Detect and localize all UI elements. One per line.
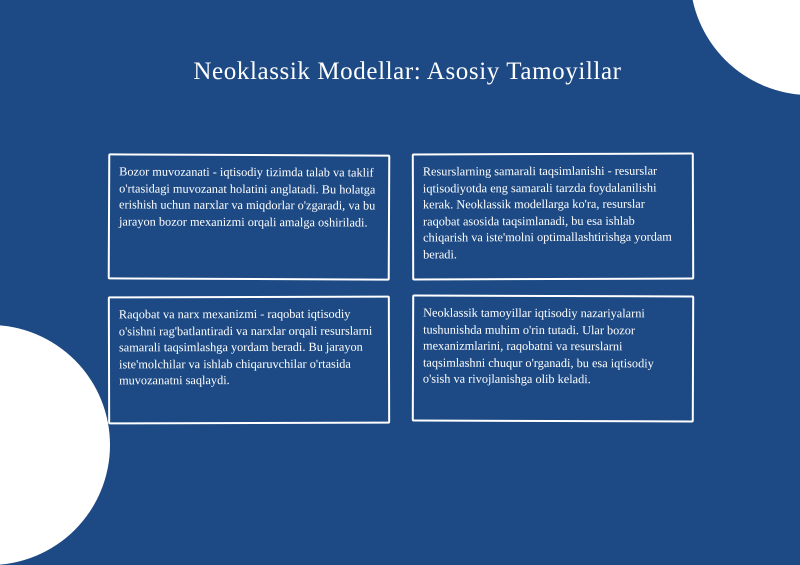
card-text: Raqobat va narx mexanizmi - raqobat iqtisodiy o'sishni rag'batlantiradi va narxlar orqali resurslarni samarali taqsimlashga yordam beradi. Bu jarayon iste'molchilar va ishlab chiqaruvchilar o'rtasida muvozanatni saqlaydi. — [118, 306, 373, 388]
card-text: Neoklassik tamoyillar iqtisodiy nazariyalarni tushunishda muhim o'rin tutadi. Ular bozor mexanizmlarini, raqobatni va resurslarni taqsimlashni chuqur o'rganadi, bu esa iqtisodiy o'sish va rivojlanishga olib keladi. — [422, 305, 654, 387]
principle-card-competition-price — [108, 296, 390, 425]
principle-card-market-equilibrium — [108, 153, 391, 280]
principle-card-summary — [412, 295, 694, 423]
card-text: Resurslarning samarali taqsimlanishi - resurslar iqtisodiyotda eng samarali tarzda foydalanilishi kerak. Neoklassik modellarga ko'ra, resurslar raqobat asosida taqsimlanadi, bu esa ishlab chiqarish va iste'molni optimallashtirishga yordam beradi. — [422, 163, 672, 262]
decorative-circle-bottom-left — [0, 325, 110, 565]
card-text: Bozor muvozanati - iqtisodiy tizimda talab va taklif o'rtasidagi muvozanat holatini anglatadi. Bu holatga erishish uchun narxlar va miqdorlar o'zgaradi, va bu jarayon bozor mexanizmi orqali amalga oshiriladi. — [118, 164, 376, 230]
principle-card-resource-allocation — [412, 153, 694, 281]
slide-title: Neoklassik Modellar: Asosiy Tamoyillar — [193, 58, 622, 85]
